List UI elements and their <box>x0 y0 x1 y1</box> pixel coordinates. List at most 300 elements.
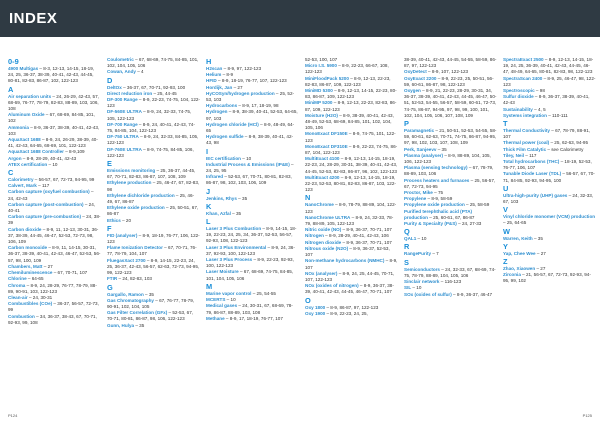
index-entry <box>206 91 299 103</box>
index-letter-heading: G <box>107 282 113 292</box>
index-page-refs: – 27 <box>535 266 546 272</box>
index-letter-heading: V <box>503 205 508 215</box>
index-entry <box>8 301 101 313</box>
index-entry <box>305 311 398 317</box>
index-entry <box>206 109 299 121</box>
index-term: Ethylene production <box>107 180 152 186</box>
index-entry <box>503 76 596 88</box>
index-page-refs: – 8-9, 36-37, 38-39, 40-41, 42-43, 44-45, 46-47, 70-71, 107 <box>305 283 394 295</box>
index-entry <box>404 209 497 221</box>
index-column-5 <box>404 57 497 405</box>
index-term: Process heaters and furnaces <box>404 177 470 183</box>
index-page-refs: – 8-9, 74-75, 84-85, 106, 122-123 <box>107 146 194 158</box>
index-page-refs: – 35 <box>236 195 248 201</box>
index-term: DF-760E ULTRA <box>107 146 142 152</box>
index-page-refs: – 8-9, 107 <box>305 258 398 270</box>
index-page-refs: – 8-9, 28-29, 40-41, 42-43 <box>21 155 77 161</box>
index-term: NanoChrome <box>305 202 334 208</box>
index-page-refs: – 8-9, 17, 18-19, 98 <box>237 103 279 109</box>
index-term: MonoExact DF150E <box>305 131 348 137</box>
index-term: Spectroscopic <box>503 88 535 94</box>
index-page-refs: 52-53, 100, 107 <box>305 57 338 62</box>
index-page-refs: – 24, 30-31, 67, 68-69, 78-79, 86-87, 88-89, 103, 108 <box>206 303 293 315</box>
index-term: Purified terephthalic acid (PTA) production <box>404 208 473 220</box>
index-entry <box>107 193 200 205</box>
index-letter-heading: U <box>503 183 509 193</box>
index-term: Direct reduction iron <box>107 90 153 96</box>
index-page-refs: – 8-9,109 <box>63 149 85 155</box>
index-entry <box>404 292 497 298</box>
index-page-refs: – 8-9, 11, 14-15, 30-31, 36-37, 38-39, 40-41, 42-43, 46-47, 52-53, 56-57, 98, 100, 109 <box>8 245 101 263</box>
index-page-refs: – 8-9, 24, 25, 44-45, 70-71, 107, 122-123 <box>305 270 395 282</box>
index-letter-heading: Q <box>404 227 410 237</box>
index-term: H2scan <box>206 66 223 71</box>
index-term: DF-700 Range <box>107 121 138 127</box>
index-header-band <box>0 0 600 37</box>
index-page-refs: – 24, 27-33 <box>456 221 482 227</box>
index-page-refs: – 36-37, 56-57, 72-73, 99 <box>8 301 99 313</box>
index-term: Carbon monoxide <box>8 245 48 251</box>
index-term: Oxygen <box>404 88 421 94</box>
index-term: Calvert, Mark <box>8 183 37 189</box>
index-entry <box>404 128 497 147</box>
index-page-refs: – 27 <box>232 84 243 90</box>
index-term: IEC certification <box>206 155 241 161</box>
index-term: Gas Filter Correlation (GFx) <box>107 310 168 316</box>
index-page-refs: – 75 <box>432 190 444 196</box>
index-page-refs: – 27 <box>535 250 546 256</box>
index-page-refs: – 8-9, 107, 122-123 <box>426 69 469 75</box>
index-term: SpectraExact 2500 <box>503 57 544 62</box>
index-term: DF-750 ULTRA <box>107 134 139 140</box>
index-page-refs: – 27 <box>42 263 53 269</box>
index-term: MCERTS <box>206 297 226 303</box>
index-entry <box>8 66 101 85</box>
index-entry <box>206 162 299 174</box>
index-entry <box>404 178 497 190</box>
index-column-4 <box>305 57 398 405</box>
index-page-refs: – 8-9, 24, 32-33, 74-75, 105, 122-123 <box>107 109 192 121</box>
index-page-refs: 38-39, 40-41, 42-43, 44-45, 54-55, 58-59, 86-87, 97, 122-123 <box>404 57 497 69</box>
index-entry <box>206 257 299 269</box>
index-term: Nitrous oxide (N2O) <box>305 245 349 251</box>
index-term: Clean-air <box>8 294 28 300</box>
index-term: Air separation units <box>8 93 52 99</box>
index-letter-heading: J <box>206 186 211 196</box>
index-entry <box>107 298 200 310</box>
index-term: Semiconductors <box>404 266 440 272</box>
index-term: Perk, Sanjeevv <box>404 146 437 152</box>
index-entry <box>404 221 497 227</box>
index-term: Medical gases <box>206 303 238 309</box>
index-entry <box>107 245 200 257</box>
index-term: Gunn, Hulya <box>107 322 135 328</box>
index-term: Methane <box>206 315 225 321</box>
index-term: Nitrogen <box>305 233 324 239</box>
index-page-refs: – 18-19, 52-53, 76-77, 106, 107 <box>503 159 592 171</box>
index-term: MiniMD 5300 <box>305 88 333 94</box>
index-entry <box>206 269 299 281</box>
index-letter-heading: M <box>206 281 213 291</box>
index-term: Marine vapor control <box>206 290 252 296</box>
index-column-3 <box>206 57 299 405</box>
index-page-refs: – 8-9, 22-23, 74-75, 86-87, 104, 122-123 <box>305 143 398 156</box>
index-term: MultiExact 4200 <box>305 174 340 180</box>
index-page-refs: – 8-9, 28-29, 40-41, 42-43, 106 <box>323 233 389 239</box>
index-term: HFID <box>206 78 217 84</box>
index-page-refs: – 35 <box>436 146 447 152</box>
index-entry <box>305 100 398 112</box>
index-page-refs: – 25, 36-37, 44-45, 67, 70-71, 82-83, 86-87, 107, 108, 109 <box>107 168 196 180</box>
index-term: Sulfur dioxide <box>503 94 534 100</box>
index-page-refs: – 8-3, 12-13, 14-15, 18-19, 24, 25, 36-37, 38-39, 40-41, 42-43, 44-45, 80-81, 82-83, 86-87, 102, 122-123 <box>8 66 95 84</box>
index-term: Combustibles (COe) <box>8 301 53 307</box>
index-term: OxyDetect <box>404 69 427 75</box>
index-term: DF-560E ULTRA <box>107 109 142 115</box>
index-page-refs: – 8-9, 97, 122-123 <box>222 66 262 71</box>
index-page-refs: – 20 <box>120 217 132 223</box>
index-letter-heading: D <box>107 75 113 85</box>
index-term: Hydrocarbons <box>206 103 238 109</box>
index-page-refs: – see Calorimetry <box>546 146 584 152</box>
index-term: Thermal Conductivity <box>503 128 550 134</box>
index-page-refs: – 8-9, 78-79, 88-89, 104, 122-123 <box>305 202 397 214</box>
index-entry <box>206 134 299 146</box>
index-page-refs: – 8-9, 86-87, 97, 122-123 <box>325 304 379 310</box>
index-page-refs: – 64-65 <box>26 276 44 282</box>
index-page-refs: – 8-9, 12-13, 14-15, 18-19, 22-23, 52-53, 80-81, 82-83, 86-87, 103, 122-123 <box>305 174 396 193</box>
index-entry <box>305 156 398 175</box>
index-term: Industrial Process & Emissions (IP&E) <box>206 161 290 167</box>
index-entry <box>206 316 299 322</box>
index-term: OxyExact 2200 <box>404 75 437 81</box>
index-letter-heading: E <box>107 159 112 169</box>
index-column-2 <box>107 57 200 405</box>
index-entry <box>404 88 497 119</box>
index-page-refs: – 25, 62-63, 94-95 <box>549 140 589 146</box>
index-entry <box>503 251 596 257</box>
index-term: Ammonia <box>8 124 29 130</box>
index-term: Emissions monitoring <box>107 168 156 174</box>
index-entry <box>305 202 398 214</box>
index-page-refs: – 8-9, 38-39, 40-41, 52-53, 64-65, 97, 103 <box>206 109 298 121</box>
index-letter-heading: 0-9 <box>8 57 19 66</box>
index-entry <box>107 276 200 282</box>
index-term: Laser 3 Plus Combustion <box>206 226 262 232</box>
index-entry <box>206 196 299 202</box>
index-term: SIL <box>404 285 412 291</box>
index-page-refs: – 25, 60-61, 67, 86-87 <box>428 214 475 220</box>
index-term: NOx (analyser) <box>305 270 338 276</box>
index-term: Hordijk, Jan <box>206 84 233 90</box>
index-column-1 <box>8 57 101 405</box>
index-term: FTIR <box>107 276 118 282</box>
index-page-refs: – 8-9 <box>221 72 234 78</box>
index-page-refs: – 8-9, 12-13, 22-23, 82-83, 86-87, 109, 122-123 <box>305 100 397 112</box>
index-entry <box>503 236 596 242</box>
index-entry <box>107 258 200 277</box>
index-letter-heading: H <box>206 57 212 66</box>
index-term: AquaXact 1688 Controller <box>8 149 64 155</box>
index-page-refs: – 8-9, 12-13, 14-15, 18-19, 22-23, 24, 28-29, 30-31, 38-39, 40-41, 42-43, 44-45, 52-53, 82-83, 86-87, 96, 102, 122-123 <box>305 156 398 174</box>
index-page-refs: – 24, 30-31 <box>27 294 53 300</box>
index-entry <box>8 162 101 168</box>
index-page-refs: – 8-9, 14-15, 18-19, 22-23, 24, 25, 34, 36-37, 52-53, 56-57, 92-93, 108, 122-123 <box>206 226 297 244</box>
index-entry <box>404 236 497 242</box>
index-term: Ultra-high-purity (UHP) gases <box>503 192 568 198</box>
index-entry <box>206 245 299 257</box>
index-page-refs: – 24, 25, 95 <box>206 161 294 174</box>
index-term: Ethics <box>107 217 121 223</box>
index-page-refs: – 117 <box>36 183 50 189</box>
index-entry <box>107 218 200 224</box>
index-page-refs: – 8-9, 25, 46-47, 98, 122-123 <box>503 75 596 87</box>
index-term: Vinyl chloride monomer (VCM) production <box>503 214 596 220</box>
index-page-refs: – 4 <box>135 69 144 75</box>
index-letter-heading: O <box>305 295 311 305</box>
index-entry <box>107 180 200 192</box>
index-page-refs: – 8-9, 36-37, 70-71, 107 <box>341 239 392 245</box>
index-page-refs: – 8-9, 24, 32-33, 78-79, 88-89, 105, 122-123 <box>305 214 394 227</box>
index-page-refs: – 8-9, 22-23, 25, 50-51, 56-59, 60-61, 86-87, 98, 122-123 <box>404 75 494 87</box>
index-entry <box>503 171 596 183</box>
index-term: Hydrogen <box>206 109 228 115</box>
index-entry <box>107 323 200 329</box>
index-term: Carbon capture (post-combustion) <box>8 201 84 207</box>
index-entry <box>8 214 101 226</box>
index-entry <box>503 94 596 106</box>
index-page-refs: – 8-9, 12-13, 22-23, 82-83, 86-87, 109, 122-123 <box>305 75 391 87</box>
index-entry <box>305 113 398 132</box>
index-entry <box>503 272 596 284</box>
index-term: Helium <box>206 72 222 78</box>
index-page-refs: – 8-9, 12-13, 14-15, 18-19, 24, 25, 36-39, 40-41, 42-43, 44-45, 46-47, 48-49, 64-65, 80-81, 82-83, 98, 122-123 <box>503 57 594 75</box>
index-entry <box>404 267 497 279</box>
index-term: Oxy 1800 <box>305 304 326 310</box>
index-entry <box>107 168 200 180</box>
index-letter-heading: K <box>206 201 212 211</box>
index-term: SOx (oxides of sulfur) <box>404 291 452 297</box>
index-page-refs: – 25, 58-59 <box>464 202 490 208</box>
index-entry <box>503 159 596 171</box>
index-term: Thick Film Catalytic <box>503 146 547 152</box>
index-term: DF-300 Range <box>107 97 138 103</box>
index-page-refs: – 8-9, 22-23, 66-67, 108, 122-123 <box>305 63 389 75</box>
index-entry <box>107 310 200 322</box>
index-letter-heading: Z <box>503 257 508 267</box>
index-page-refs: – 8-9, 24, 28-29, 76-77, 78-79, 88-89, 90-91, 103, 122-123 <box>8 282 97 294</box>
index-page-refs: – 10 <box>411 285 422 291</box>
index-term: Non-methane hydrocarbons (NMHC) <box>305 258 385 264</box>
index-page-refs: – 67, 68-69, 74-75, 84-85, 101, 102, 104, 105, 106 <box>107 57 199 69</box>
index-entry <box>404 153 497 165</box>
index-page-refs: – 8-9, 24, 36-37, 92-93, 100, 122-123 <box>206 244 295 256</box>
index-entry <box>8 112 101 124</box>
index-entry <box>8 137 101 149</box>
index-page-refs: – 67, 76-77, 78-79, 90-91, 102, 104, 105 <box>107 297 195 309</box>
index-term: Laser 3 Plus Environmental <box>206 244 267 250</box>
index-term: Chambers, Matt <box>8 263 43 269</box>
index-term: HyCOSyn/hydrogen production <box>206 90 275 96</box>
index-page-refs: – 25, 44-45 <box>152 90 177 96</box>
index-page-refs: – 116-123 <box>439 279 462 285</box>
index-term: Chlorine <box>8 276 27 282</box>
index-page-refs: – 8-9, 36-37, 38-39, 40-41, 42-43, 103 <box>8 124 100 136</box>
index-term: Laser 3 Plus Process <box>206 257 253 263</box>
index-page-refs: – 8-9, 58-59 <box>426 196 453 202</box>
index-term: Khan, Azfal <box>206 210 231 216</box>
index-page-refs: – 98 <box>534 88 545 94</box>
index-term: Aluminum Oxide <box>8 112 45 118</box>
index-entry <box>206 122 299 134</box>
index-page-refs: – 8-9, 22-23, 74-75, 104, 122-123 <box>107 97 200 109</box>
index-letter-heading: N <box>305 193 311 203</box>
index-entry <box>8 283 101 295</box>
index-term: MultiExact 4100 <box>305 156 340 162</box>
index-entry <box>305 131 398 143</box>
index-entry <box>503 214 596 226</box>
index-term: Chroma <box>8 282 26 288</box>
index-term: Hydrogen sulfide <box>206 134 244 140</box>
index-term: Gargallo, Ramon <box>107 291 144 297</box>
index-entry <box>305 88 398 100</box>
index-term: 4900 Multigas <box>8 66 39 71</box>
index-entry <box>8 245 101 264</box>
index-term: Thermal power (coal) <box>503 140 550 146</box>
index-entry <box>107 233 200 245</box>
index-term: Yap, Chee Wee <box>503 250 536 256</box>
index-page-refs: – 24, 42-43 <box>8 189 94 201</box>
index-page-refs: – 8-9, 36-37, 52-53, 107 <box>305 245 390 258</box>
index-page-refs: – 24, 32-33, 67, 103 <box>503 192 594 205</box>
index-term: Argon <box>8 155 22 161</box>
index-page-refs: – 117 <box>524 152 537 158</box>
index-page-refs: – 21, 50-51, 52-53, 54-55, 58-59, 60-61, 62-63, 70-71, 74-75, 86-87, 94-95, 97, 98, 102, 103, 107, 108, 109 <box>404 128 497 146</box>
index-letter-heading: A <box>8 84 14 94</box>
index-page-refs: – 8-9, 36-37, 38-39, 40-41, 42-43 <box>503 94 590 106</box>
index-page-refs: – 10 <box>416 236 427 242</box>
index-page-refs: – 34, 36-37, 38-43, 67, 70-71, 92-93, 99, 108 <box>8 313 97 325</box>
index-page-refs: – 7 <box>431 251 439 257</box>
index-page-refs: – 8-9, 18-19, 76-77, 107, 122-123 <box>216 78 287 84</box>
index-page-refs: – 8-9, 17, 18-19, 76-77, 107 <box>224 315 283 321</box>
index-term: Tunable Diode Laser (TDL) <box>503 171 562 177</box>
index-term: MiniMP 5200 <box>305 100 333 106</box>
index-page-refs: – 8-9, 14-15, 22-23, 24, 25, 36-37, 42-43, 56-57, 62-63, 72-73, 94-95, 99, 122-123 <box>107 257 200 276</box>
index-letter-heading: C <box>8 168 14 178</box>
index-entry <box>305 76 398 88</box>
index-letter-heading: Y <box>503 241 508 251</box>
index-entry <box>8 314 101 326</box>
index-page-refs: – 4, 5 <box>532 106 546 112</box>
index-entry <box>8 189 101 201</box>
index-page-refs: – 67, 70-71, 76-77, 78-79, 104, 107 <box>107 245 197 257</box>
index-term: Jenkins, Rhys <box>206 195 237 201</box>
index-term: Laser Moisture <box>206 269 239 275</box>
index-term: Zirconia <box>503 272 521 278</box>
index-term: Coulometric <box>107 57 134 62</box>
index-term: Ethylene oxide production <box>107 205 165 211</box>
index-page-refs: – 21, 56-57, 67, 72-73, 92-93, 94-95, 99, 102 <box>503 272 591 284</box>
index-term: AquaXact 1688 <box>8 137 41 143</box>
index-entry <box>503 128 596 140</box>
index-page-refs: – 52-53, 67, 70-71, 80-81, 86-87, 98, 106, 122-123 <box>107 310 194 322</box>
index-term: Total hydrocarbons (THC) <box>503 159 560 165</box>
index-term: Carbon capture (pre-combustion) <box>8 214 81 220</box>
index-entry <box>305 63 398 75</box>
index-term: Plasma (sensing technology) <box>404 165 468 171</box>
index-page-refs: – 8-9, 88-89, 104, 105, 106, 122-123 <box>404 152 491 165</box>
index-entry <box>8 94 101 113</box>
index-term: NOx (oxides of nitrogen) <box>305 283 359 289</box>
index-page-refs: – 8-9, 11, 12-13, 30-31, 36-37, 38-39, 44-45, 46-47, 52-53, 72-73, 98, 106, 109 <box>8 226 99 245</box>
index-column-6 <box>503 57 596 405</box>
index-page-refs: – 25, 54-55 <box>251 290 276 296</box>
index-entry <box>305 246 398 258</box>
index-entry <box>8 125 101 137</box>
index-entry <box>107 205 200 217</box>
index-term: Flame Ionization Detector <box>107 245 163 251</box>
index-entry <box>404 76 497 88</box>
index-term: Warren, Keith <box>503 235 533 241</box>
index-page-refs: – 8-9, 74-75, 101, 122-123 <box>305 131 396 143</box>
index-entry <box>107 147 200 159</box>
index-term: Zhao, Xiaowen <box>503 266 536 272</box>
index-letter-heading: W <box>503 226 510 236</box>
index-entry <box>206 303 299 315</box>
index-term: Propylene <box>404 196 427 202</box>
index-term: Moisture (H2O) <box>305 112 338 118</box>
index-page-refs: – 56-57, 67, 72-73, 94-95, 99 <box>33 177 95 183</box>
index-page-refs: – 35 <box>532 235 543 241</box>
index-entry <box>404 57 497 69</box>
index-entry <box>305 215 398 227</box>
index-page-refs: – 10 <box>225 297 236 303</box>
index-entry <box>206 174 299 186</box>
index-page-refs: – 67, 78-79, 88-89, 103, 106 <box>404 165 494 177</box>
index-page-refs: – 8-9, 36-37, 46-47 <box>451 291 493 297</box>
index-entry <box>8 227 101 246</box>
index-term: Ethylene dichloride production <box>107 192 175 198</box>
left-page-number: P124 <box>8 413 18 418</box>
index-term: NanoChrome ULTRA <box>305 214 351 220</box>
index-page-refs: – 8-9, 38-39, 40-41, 42-43, 98 <box>206 134 294 146</box>
index-term: Nitric oxide (NO) <box>305 227 342 233</box>
index-page-refs: – 67, 68-69, 74-75, 84-85, 101, 104, 105, 106 <box>206 269 294 281</box>
index-page-refs: – 8-9, 21, 22-23, 28-29, 30-31, 34, 36-37, 38-39, 40-41, 42-43, 44-45, 46-47, 50-51, 52-53, 54-55, 56-57, 58-59, 60-61, 72-73, 74-75, 86-87, 94-95, 97, 98, 99, 100, 101, 102, 104, 105, 106, 107, 108, 109 <box>404 88 497 118</box>
index-page-refs: – 8-9, 12-13, 14-15, 22-23, 80-83, 86-87, 109, 122-123 <box>305 88 397 100</box>
index-entry <box>305 271 398 283</box>
index-page-refs: – 8-9, 24, 26-29, 38-39, 40-41, 42-43, 64-65, 68-69, 101, 122-123 <box>8 137 98 149</box>
index-term: MiniFloodPack 5200 <box>305 75 349 81</box>
index-term: Gas Chromatography <box>107 297 154 303</box>
index-entry <box>503 113 596 119</box>
index-term: Paramagnetic <box>404 128 435 134</box>
index-page-refs: – 8-9, 22-23, 92-93, 100, 122-123 <box>206 257 294 269</box>
index-term: Nitrogen dioxide <box>305 239 342 245</box>
index-term: Combustion <box>8 313 35 319</box>
index-term: Proctor, Mike <box>404 190 433 196</box>
index-term: MonoExact DF310E <box>305 143 348 149</box>
index-term: FID (analyser) <box>107 232 138 238</box>
index-term: Systems integration <box>503 112 547 118</box>
index-page-refs: – 8-9, 22-23, 24, 25, <box>325 310 368 316</box>
index-entry <box>107 97 200 109</box>
index-term: Carbon capture (oxyfuel combustion) <box>8 189 90 195</box>
index-entry <box>305 283 398 295</box>
page-title: INDEX <box>9 10 58 27</box>
index-page-refs: – 10 <box>240 155 252 161</box>
